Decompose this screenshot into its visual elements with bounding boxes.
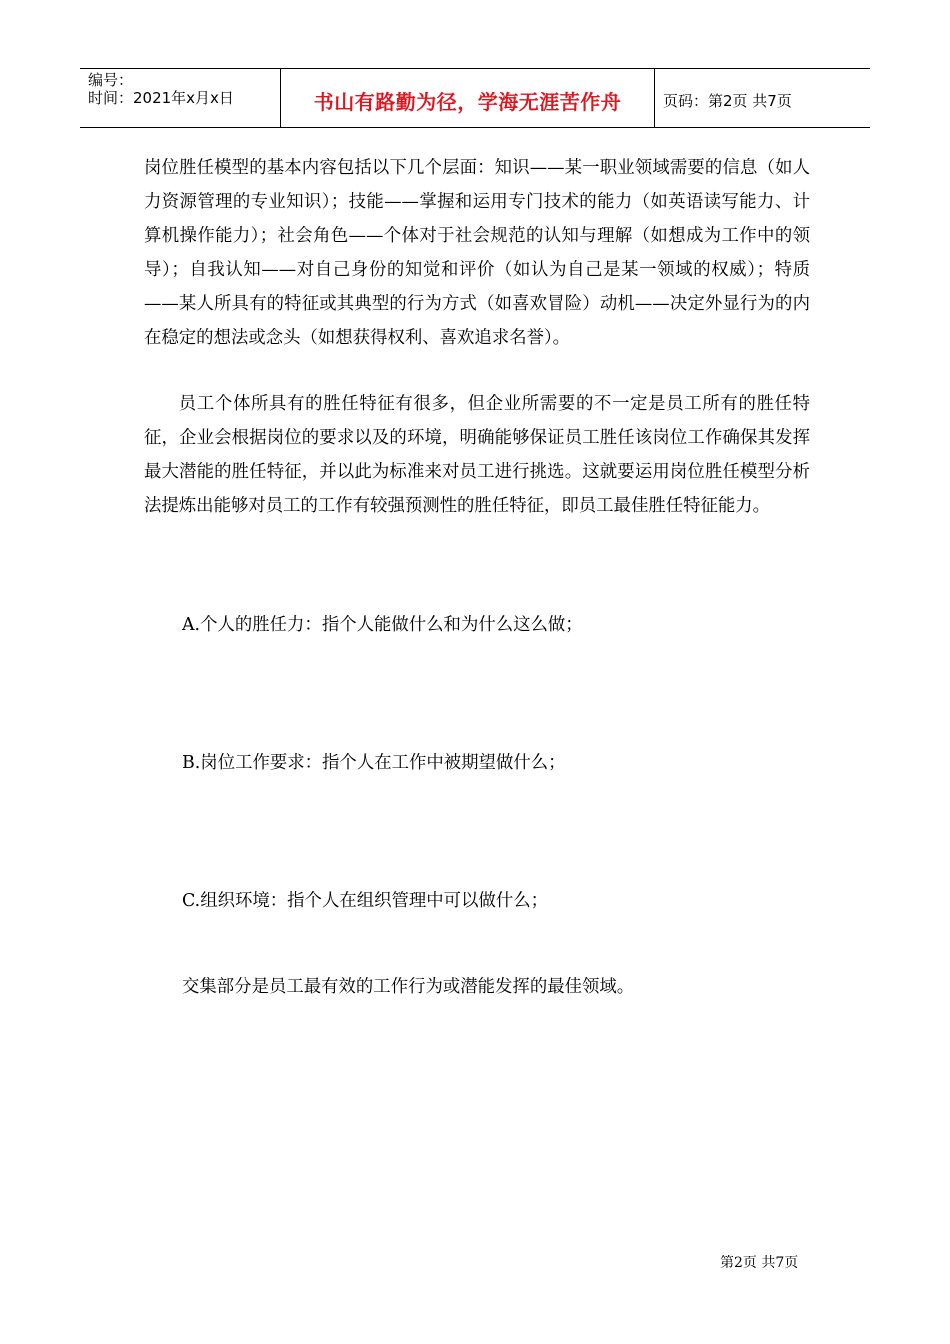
list-item-b: B.岗位工作要求：指个人在工作中被期望做什么； xyxy=(182,753,566,773)
closing-paragraph: 交集部分是员工最有效的工作行为或潜能发挥的最佳领域。 xyxy=(182,977,635,997)
page-header xyxy=(80,68,870,128)
page-footer: 第2页 共7页 xyxy=(720,1255,799,1271)
list-item-a: A.个人的胜任力：指个人能做什么和为什么这么做； xyxy=(182,615,583,635)
body-paragraph-2: 员工个体所具有的胜任特征有很多，但企业所需要的不一定是员工所有的胜任特征，企业会根据岗位的要求以及的环境，明确能够保证员工胜任该岗位工作确保其发挥最大潜能的胜任特征，并以此为标准来对员工进行挑选。这就要运用岗位胜任模型分析法提炼出能够对员工的工作有较强预测性的胜任特征，即员工最佳胜任特征能力。 xyxy=(144,394,810,516)
body-paragraph-1: 岗位胜任模型的基本内容包括以下几个层面：知识——某一职业领域需要的信息（如人力资源管理的专业知识）；技能——掌握和运用专门技术的能力（如英语读写能力、计算机操作能力）；社会角色——个体对于社会规范的认知与理解（如想成为工作中的领导）；自我认知——对自己身份的知觉和评价（如认为自己是某一领域的权威）；特质——某人所具有的特征或其典型的行为方式（如喜欢冒险）动机——决定外显行为的内在稳定的想法或念头（如想获得权利、喜欢追求名誉）。 xyxy=(144,158,810,348)
document-body xyxy=(144,151,810,1004)
header-page-number: 页码：第2页 共7页 xyxy=(663,91,792,110)
document-number-label: 编号： xyxy=(88,71,134,89)
list-item-c: C.组织环境：指个人在组织管理中可以做什么； xyxy=(182,891,549,911)
document-date-label: 时间：2021年x月x日 xyxy=(88,89,234,107)
header-meta xyxy=(80,69,281,127)
header-motto: 书山有路勤为径，学海无涯苦作舟 xyxy=(281,69,655,127)
